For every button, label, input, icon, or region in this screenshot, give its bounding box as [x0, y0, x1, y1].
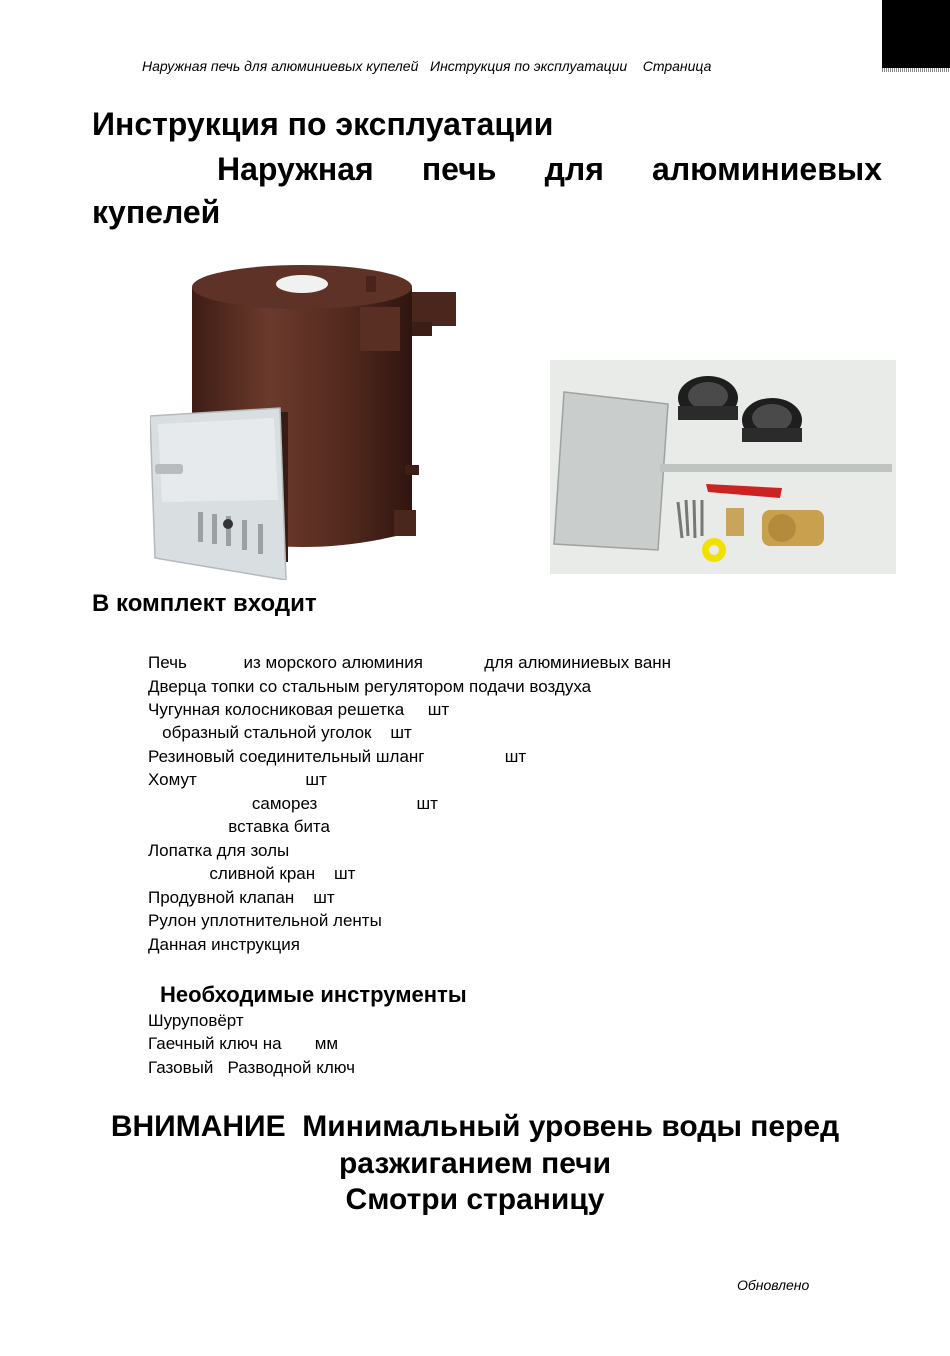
kit-parts-photo-icon: [550, 360, 896, 574]
page-subtitle: Наружная печь для алюминиевых купелей: [92, 151, 882, 230]
tools-heading: Необходимые инструменты: [160, 982, 467, 1007]
kit-item: образный стальной уголок шт: [148, 723, 412, 742]
kit-item: Лопатка для золы: [148, 841, 290, 860]
corner-tab: [882, 0, 950, 68]
kit-item: Чугунная колосниковая решетка шт: [148, 700, 450, 719]
kit-item: саморез шт: [148, 794, 438, 813]
kit-heading: В комплект входит: [92, 590, 317, 617]
tool-item: Гаечный ключ на мм: [148, 1034, 339, 1053]
kit-item: Дверца топки со стальным регулятором подачи воздуха: [148, 677, 592, 696]
kit-item: Продувной клапан шт: [148, 888, 335, 907]
kit-item: вставка бита: [148, 817, 330, 836]
warning-line: разжиганием печи: [338, 1147, 612, 1180]
tool-item: Шуруповёрт: [148, 1011, 244, 1030]
warning-line: Смотри страницу: [345, 1183, 605, 1216]
page-title: Инструкция по эксплуатации: [92, 106, 554, 142]
kit-item: Резиновый соединительный шланг шт: [148, 747, 527, 766]
kit-item: Рулон уплотнительной ленты: [148, 911, 382, 930]
tool-item: Газовый Разводной ключ: [148, 1058, 356, 1077]
kit-item: Данная инструкция: [148, 935, 300, 954]
kit-item: сливной кран шт: [148, 864, 356, 883]
stove-photo-icon: [150, 262, 472, 580]
kit-item: Печь из морского алюминия для алюминиевых ванн: [148, 653, 672, 672]
updated-note: Обновлено: [737, 1277, 810, 1293]
running-header: Наружная печь для алюминиевых купелей Инструкция по эксплуатации Страница: [142, 58, 712, 74]
warning-line: ВНИМАНИЕ Минимальный уровень воды перед: [110, 1110, 840, 1143]
kit-item: Хомут шт: [148, 770, 327, 789]
